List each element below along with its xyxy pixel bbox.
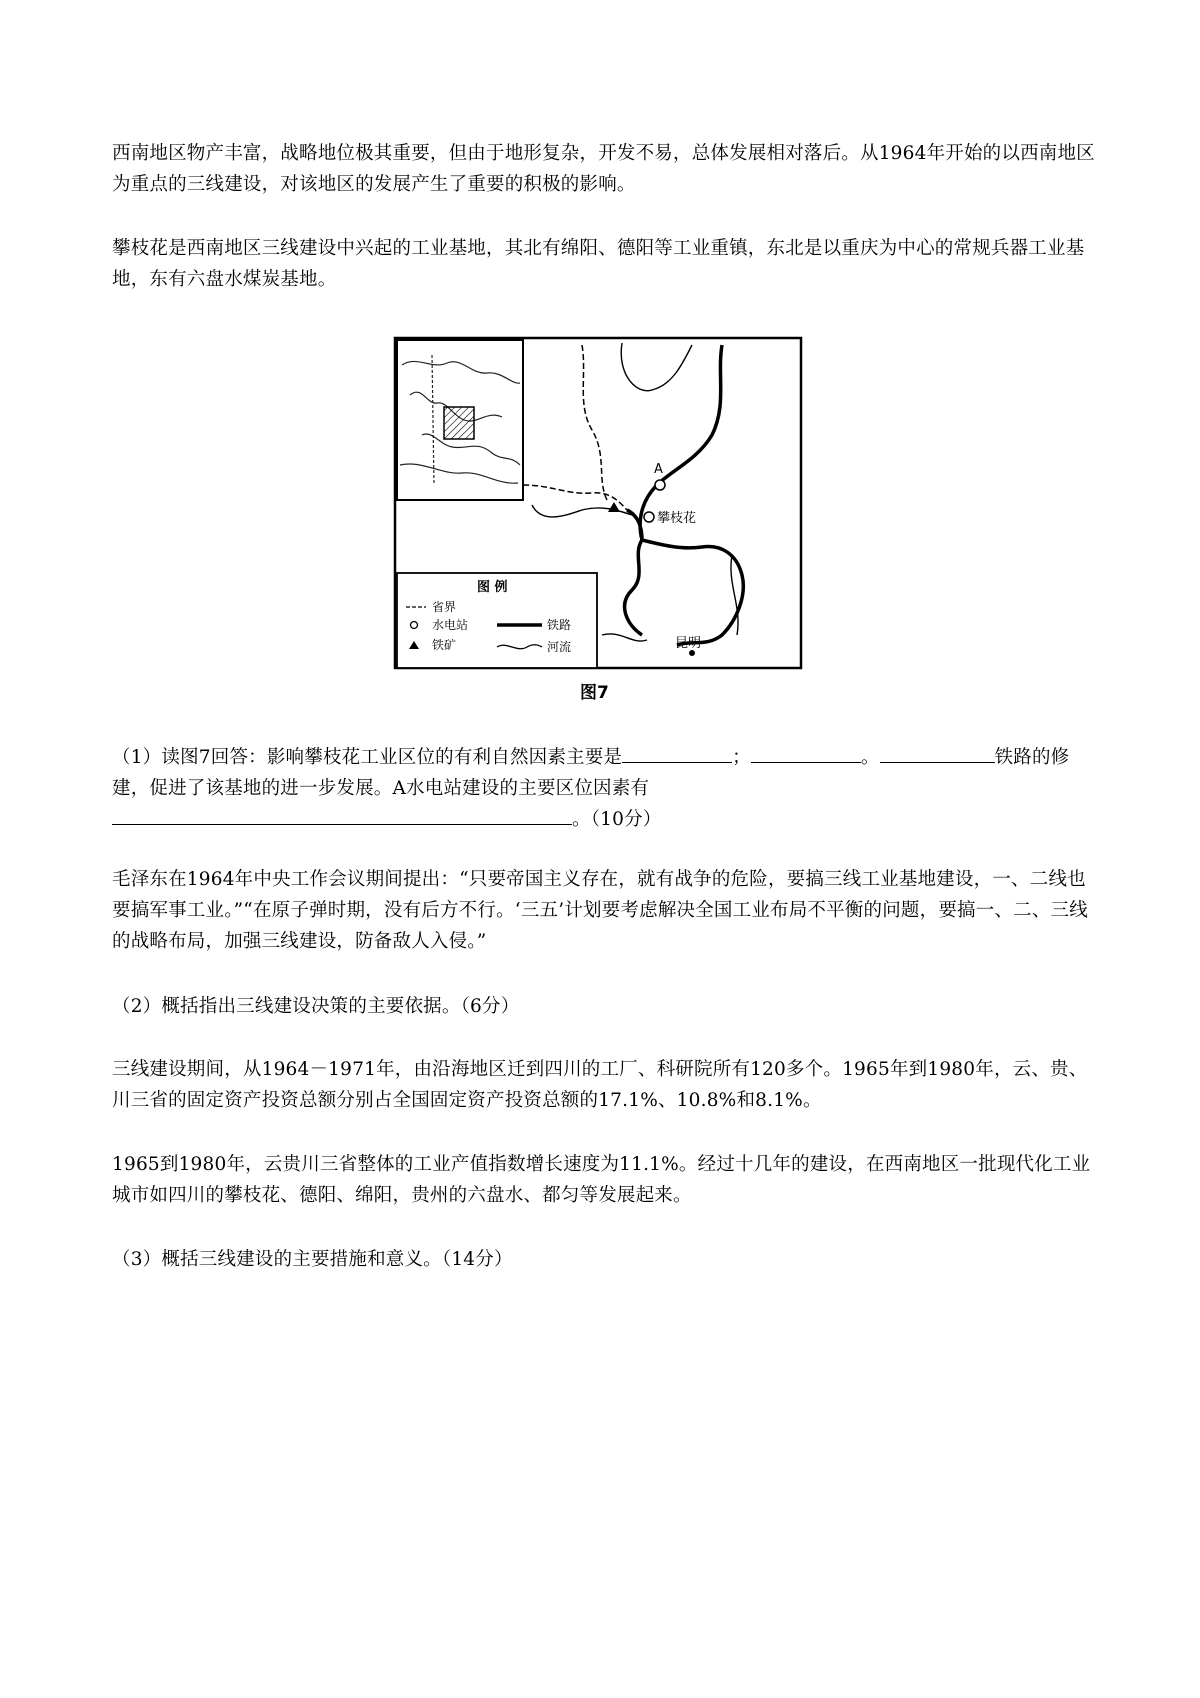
paragraph-mao-quote: 毛泽东在1964年中央工作会议期间提出：“只要帝国主义存在，就有战争的危险，要搞三线工业基地建设，一、二线也要搞军事工业。”“在原子弹时期，没有后方不行。‘三五’计划要考虑解决全国工业布局不平衡的问题，要搞一、二、三线的战略布局，加强三线建设，防备敌人入侵。” bbox=[112, 869, 1088, 952]
paragraph-relocation: 三线建设期间，从1964－1971年，由沿海地区迁到四川的工厂、科研院所有120多个。1965年到1980年，云、贵、川三省的固定资产投资总额分别占全国固定资产投资总额的17.1%、10.8%和8.1%。 bbox=[112, 1059, 1088, 1111]
station-a-label: A bbox=[654, 462, 663, 477]
question-1 bbox=[112, 742, 1102, 835]
paragraph-panzhihua: 攀枝花是西南地区三线建设中兴起的工业基地，其北有绵阳、德阳等工业重镇，东北是以重庆为中心的常规兵器工业基地，东有六盘水煤炭基地。 bbox=[112, 238, 1085, 290]
question-1-part-b: ； bbox=[732, 747, 751, 768]
question-1-part-c: 。 bbox=[860, 747, 880, 768]
answer-blank-2[interactable] bbox=[751, 742, 861, 763]
panzhihua-label: 攀枝花 bbox=[657, 511, 697, 526]
map-figure bbox=[392, 335, 812, 705]
figure-caption: 图7 bbox=[580, 683, 609, 703]
question-1-part-d: 铁路的修建，促进了该基地的进一步发展。A水电站建设的主要区位因素有 bbox=[112, 747, 1070, 799]
legend-hydro-icon bbox=[411, 622, 418, 629]
hydro-station-icon bbox=[655, 480, 665, 490]
answer-blank-1[interactable] bbox=[622, 742, 732, 763]
legend-iron-ore: 铁矿 bbox=[432, 638, 457, 652]
question-3: （3）概括三线建设的主要措施和意义。（14分） bbox=[112, 1249, 513, 1270]
legend-province-border: 省界 bbox=[432, 600, 457, 614]
question-2: （2）概括指出三线建设决策的主要依据。（6分） bbox=[112, 996, 520, 1017]
kunming-label: 昆明 bbox=[675, 636, 702, 651]
inset-highlight-area bbox=[444, 407, 474, 439]
legend-hydro-station: 水电站 bbox=[432, 618, 469, 632]
paragraph-growth: 1965到1980年，云贵川三省整体的工业产值指数增长速度为11.1%。经过十几年的建设，在西南地区一批现代化工业城市如四川的攀枝花、德阳、绵阳，贵州的六盘水、都匀等发展起来。 bbox=[112, 1154, 1091, 1206]
legend-railway: 铁路 bbox=[547, 618, 572, 632]
legend-river: 河流 bbox=[547, 640, 572, 654]
paragraph-intro: 西南地区物产丰富，战略地位极其重要，但由于地形复杂，开发不易，总体发展相对落后。从1964年开始的以西南地区为重点的三线建设，对该地区的发展产生了重要的积极的影响。 bbox=[112, 143, 1095, 195]
question-1-part-e: 。（10分） bbox=[572, 809, 662, 830]
legend-title: 图 例 bbox=[477, 580, 508, 595]
answer-blank-3[interactable] bbox=[880, 742, 995, 763]
question-1-part-a: （1）读图7回答：影响攀枝花工业区位的有利自然因素主要是 bbox=[112, 747, 623, 768]
panzhihua-map bbox=[392, 335, 812, 675]
answer-blank-4[interactable] bbox=[112, 804, 572, 825]
